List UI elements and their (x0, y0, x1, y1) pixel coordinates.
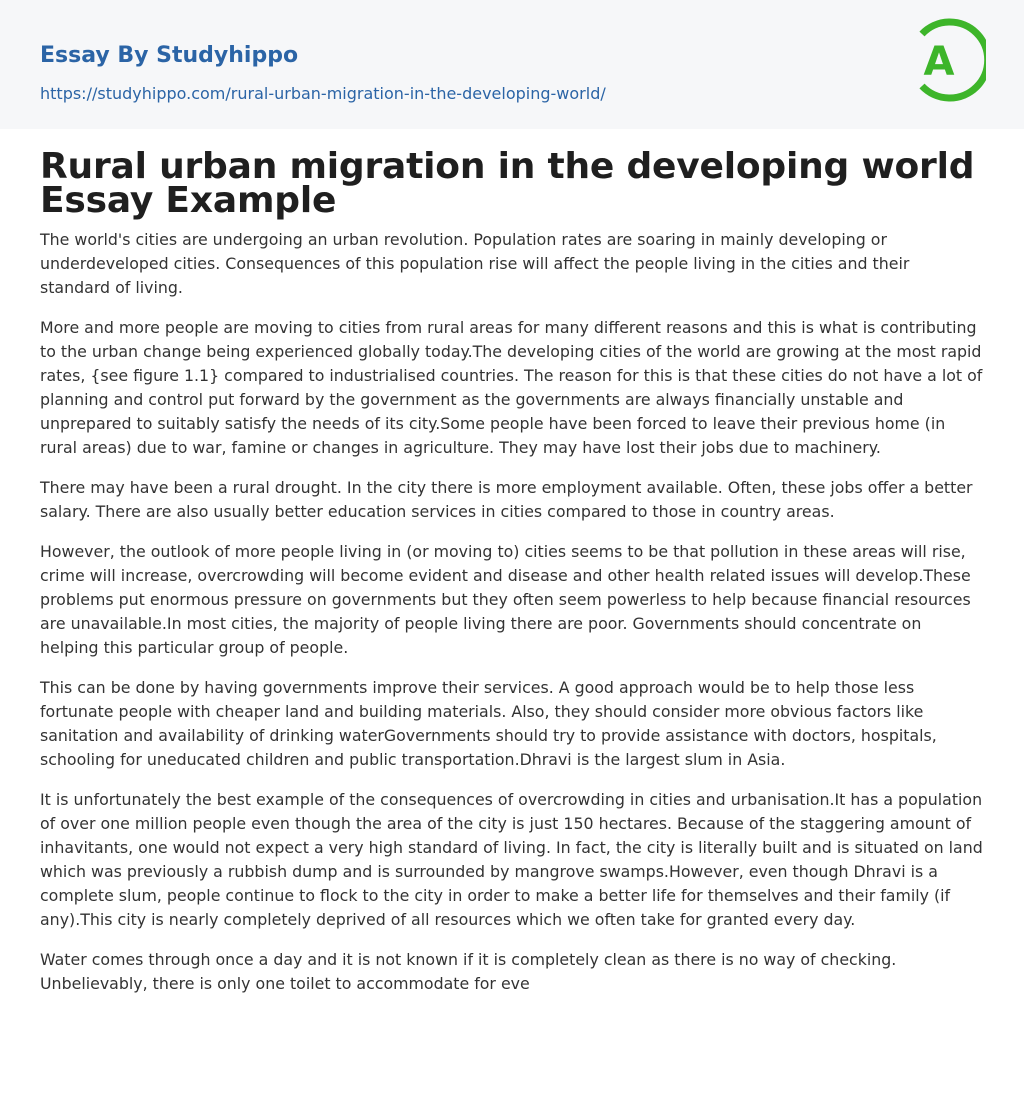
paragraph: It is unfortunately the best example of the consequences of overcrowding in cities and urbanisation.It has a population of over one million people even though the area of the city is just 150 hectares. Because of the staggering amount of inhavitants, one would not expect a very high standard of living. In fact, the city is literally built and is situated on land which was previously a rubbish dump and is surrounded by mangrove swamps.However, even though Dhravi is a complete slum, people continue to flock to the city in order to make a better life for themselves and their family (if any).This city is nearly completely deprived of all resources which we often take for granted every day. (40, 790, 983, 929)
logo-letter: A (923, 39, 955, 85)
page-title: Rural urban migration in the developing world Essay Example (40, 146, 975, 221)
studyhippo-logo-icon[interactable] (912, 18, 986, 106)
article (40, 146, 984, 1012)
paragraph: Water comes through once a day and it is not known if it is completely clean as there is no way of checking. Unbelievably, there is only one toilet to accommodate for eve (40, 950, 897, 993)
essay-url-link[interactable]: https://studyhippo.com/rural-urban-migration-in-the-developing-world/ (40, 84, 606, 103)
brand-title[interactable]: Essay By Studyhippo (40, 43, 299, 68)
paragraph: There may have been a rural drought. In the city there is more employment available. Often, these jobs offer a better salary. There are also usually better education services in cities compared to those in country areas. (40, 478, 973, 521)
site-header (0, 0, 1024, 129)
paragraph: This can be done by having governments improve their services. A good approach would be to help those less fortunate people with cheaper land and building materials. Also, they should consider more obvious factors like sanitation and availability of drinking waterGovernments should try to provide assistance with doctors, hospitals, schooling for uneducated children and public transportation.Dhravi is the largest slum in Asia. (40, 678, 937, 769)
paragraph: However, the outlook of more people living in (or moving to) cities seems to be that pollution in these areas will rise, crime will increase, overcrowding will become evident and disease and other health related issues will develop.These problems put enormous pressure on governments but they often seem powerless to help because financial resources are unavailable.In most cities, the majority of people living there are poor. Governments should concentrate on helping this particular group of people. (40, 542, 971, 657)
paragraph: The world's cities are undergoing an urban revolution. Population rates are soaring in mainly developing or underdeveloped cities. Consequences of this population rise will affect the people living in the cities and their standard of living. (40, 230, 910, 297)
paragraph: More and more people are moving to cities from rural areas for many different reasons and this is what is contributing to the urban change being experienced globally today.The developing cities of the world are growing at the most rapid rates, {see figure 1.1} compared to industrialised countries. The reason for this is that these cities do not have a lot of planning and control put forward by the government as the governments are always financially unstable and unprepared to suitably satisfy the needs of its city.Some people have been forced to leave their previous home (in rural areas) due to war, famine or changes in agriculture. They may have lost their jobs due to machinery. (40, 318, 983, 457)
